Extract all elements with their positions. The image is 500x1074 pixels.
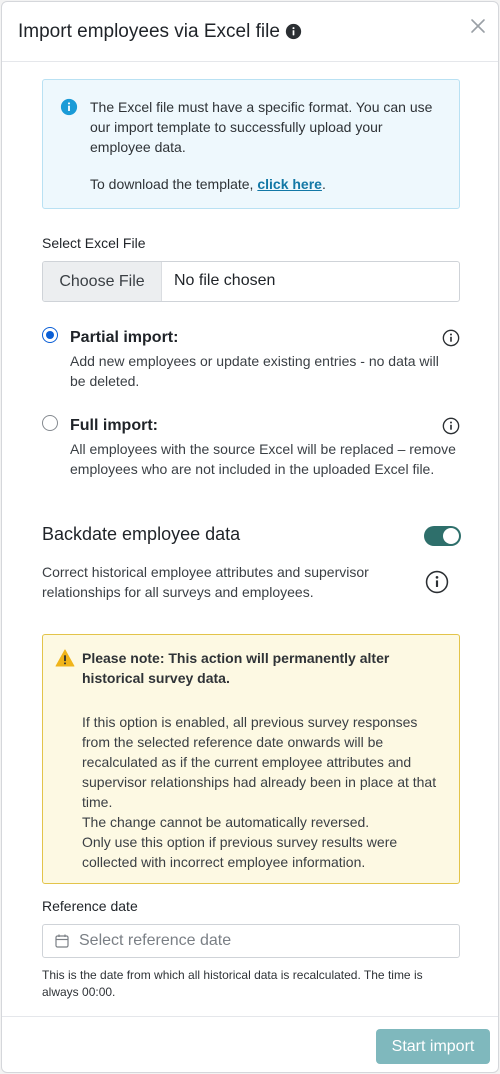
dialog-header <box>2 2 499 62</box>
download-template-link[interactable]: click here <box>257 176 322 192</box>
warning-icon <box>55 649 75 667</box>
import-dialog <box>1 1 499 1073</box>
file-input[interactable] <box>42 261 460 302</box>
reference-date-hint: This is the date from which all historical data is recalculated. The time is always 00:00. <box>42 968 423 999</box>
template-download-line <box>90 174 326 194</box>
backdate-title: Backdate employee data <box>42 524 241 544</box>
reference-date-input[interactable] <box>42 924 460 958</box>
partial-import-radio[interactable] <box>42 327 58 343</box>
backdate-warning-box <box>42 634 460 884</box>
backdate-toggle[interactable] <box>424 526 461 546</box>
close-icon[interactable] <box>468 16 488 36</box>
file-name-text: No file chosen <box>174 272 276 289</box>
warning-paragraph-2: The change cannot be automatically reversed. <box>82 814 370 830</box>
partial-import-info-icon[interactable] <box>442 329 460 347</box>
calendar-icon <box>55 934 69 948</box>
dialog-footer <box>2 1016 499 1073</box>
backdate-info-icon[interactable] <box>425 570 449 594</box>
warning-text <box>82 712 447 872</box>
backdate-description: Correct historical employee attributes and supervisor relationships for all surveys and employees. <box>42 564 369 600</box>
template-info-box <box>42 79 460 209</box>
full-import-radio[interactable] <box>42 415 58 431</box>
info-icon <box>60 98 78 116</box>
download-prefix: To download the template, <box>90 176 258 192</box>
file-select-label: Select Excel File <box>42 235 146 251</box>
template-info-text: The Excel file must have a specific format. You can use our import template to successfully upload your employee data. <box>90 99 433 155</box>
dialog-title: Import employees via Excel file <box>18 21 280 42</box>
choose-file-button[interactable]: Choose File <box>43 262 162 301</box>
full-import-description: All employees with the source Excel will be replaced – remove employees who are not included in the uploaded Excel file. <box>70 441 456 477</box>
warning-paragraph-1: If this option is enabled, all previous survey responses from the selected reference date onwards will be recalculated as if the current employee attributes and supervisor relationships had already been in place at that time. <box>82 714 437 810</box>
warning-title: Please note: This action will permanently alter historical survey data. <box>82 650 390 686</box>
info-filled-icon[interactable] <box>285 23 302 40</box>
reference-date-placeholder: Select reference date <box>79 932 232 949</box>
full-import-title: Full import: <box>70 417 158 434</box>
download-suffix: . <box>321 176 326 192</box>
full-import-info-icon[interactable] <box>442 417 460 435</box>
start-import-button[interactable]: Start import <box>376 1029 490 1064</box>
warning-paragraph-3: Only use this option if previous survey results were collected with incorrect employee information. <box>82 834 398 870</box>
reference-date-label: Reference date <box>42 898 138 914</box>
partial-import-description: Add new employees or update existing entries - no data will be deleted. <box>70 353 439 389</box>
partial-import-title: Partial import: <box>70 329 179 346</box>
